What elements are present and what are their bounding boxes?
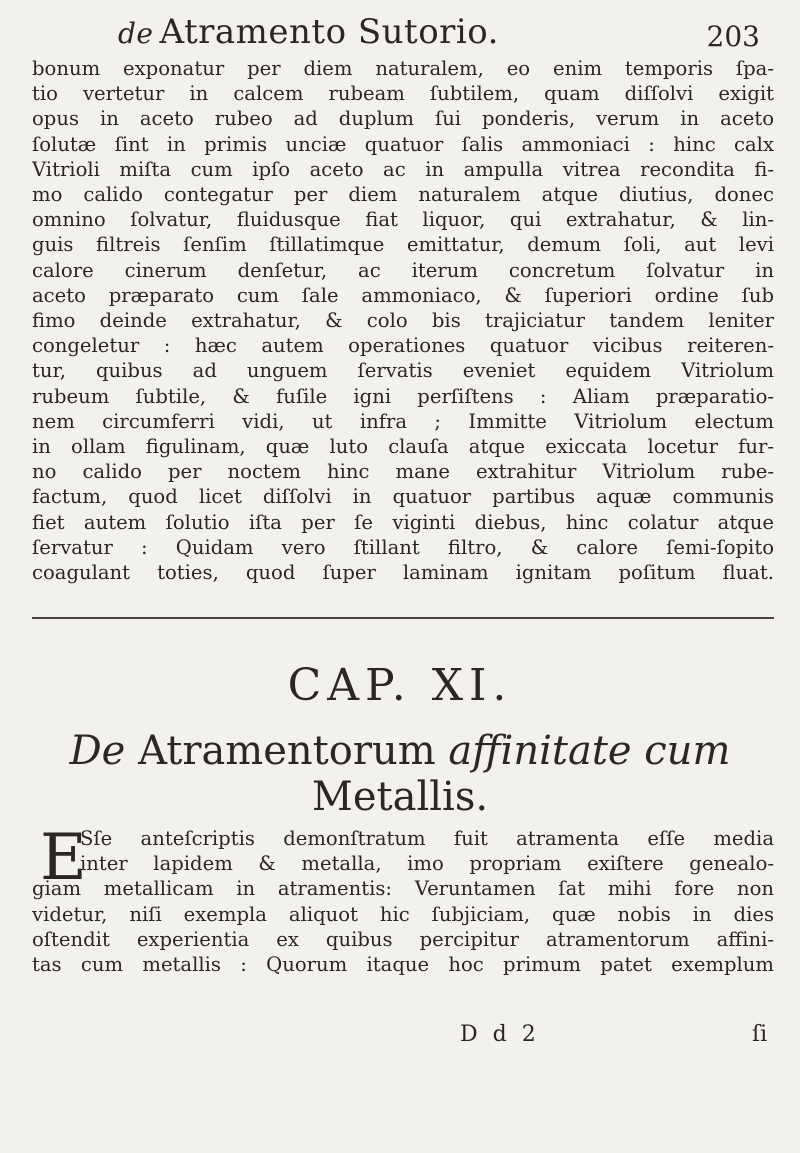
text-line: calore cinerum denſetur, ac iterum concretum ſolvatur in	[32, 258, 774, 282]
text-line: Vitrioli miſta cum ipſo aceto ac in ampulla vitrea recondita fi-	[32, 157, 774, 181]
text-line: tas cum metallis : Quorum itaque hoc primum patet exemplum	[32, 953, 774, 977]
paragraph-continued	[32, 56, 774, 585]
text-line: rubeum ſubtile, & fuſile igni perſiſtens : Aliam præparatio-	[32, 384, 774, 408]
text-line: mo calido contegatur per diem naturalem atque diutius, donec	[32, 183, 774, 207]
text-line: oſtendit experientia ex quibus percipitur atramentorum affini-	[32, 927, 774, 951]
text-line: Sſe anteſcriptis demonſtratum fuit atramenta eſſe media	[80, 827, 774, 850]
text-line: fimo deinde extrahatur, & colo bis trajiciatur tandem leniter	[32, 309, 774, 333]
text-line: giam metallicam in atramentis: Veruntamen ſat mihi fore non	[32, 877, 774, 901]
chapter-number: CAP. XI.	[287, 660, 513, 711]
text-line: ſervatur : Quidam vero ſtillant filtro, & calore ſemi-ſopito	[32, 535, 774, 559]
text-line: nem circumferri vidi, ut infra ; Immitte Vitriolum electum	[32, 409, 774, 433]
text-line: guis filtreis ſenſim ſtillatimque emittatur, demum ſoli, aut levi	[32, 233, 774, 257]
heading-word: Atramentorum	[138, 728, 436, 774]
running-title-text: Atramento Sutorio.	[159, 12, 499, 52]
text-line: coagulant toties, quod ſuper laminam ignitam poſitum fluat.	[32, 561, 774, 585]
text-line: factum, quod licet diſſolvi in quatuor partibus aquæ communis	[32, 485, 774, 509]
running-title-lead: de	[118, 17, 154, 50]
text-line: congeletur : hæc autem operationes quatuor vicibus reiteren-	[32, 334, 774, 358]
text-line: omnino ſolvatur, fluidusque fiat liquor, qui extrahatur, & lin-	[32, 208, 774, 232]
signature-mark: D d 2	[460, 1022, 540, 1047]
text-line: bonum exponatur per diem naturalem, eo enim temporis ſpa-	[32, 57, 774, 80]
text-line: opus in aceto rubeo ad duplum ſui ponderis, verum in aceto	[32, 107, 774, 131]
chapter-heading-line-1	[0, 728, 800, 774]
text-line: videtur, niſi exempla aliquot hic ſubjiciam, quæ nobis in dies	[32, 902, 774, 926]
running-title	[118, 12, 499, 52]
text-line: no calido per noctem hinc mane extrahitur Vitriolum rube-	[32, 460, 774, 484]
chapter-opening	[32, 821, 774, 977]
paragraph-text	[32, 56, 774, 585]
text-line: inter lapidem & metalla, imo propriam exiſtere genealo-	[80, 852, 774, 876]
heading-de: De	[69, 728, 126, 774]
page-number: 203	[706, 20, 760, 53]
text-line: in ollam figulinam, quæ luto clauſa atque exiccata locetur fur-	[32, 435, 774, 459]
heading-italic: affinitate cum	[448, 728, 731, 774]
chapter-heading-line-2: Metallis.	[311, 774, 489, 820]
text-line: tur, quibus ad unguem ſervatis eveniet equidem Vitriolum	[32, 359, 774, 383]
text-line: tio vertetur in calcem rubeam ſubtilem, quam diſſolvi exigit	[32, 82, 774, 106]
text-line: aceto præparato cum ſale ammoniaco, & ſuperiori ordine ſub	[32, 283, 774, 307]
opening-paragraph-text	[32, 821, 774, 977]
catchword: ſi	[752, 1022, 768, 1047]
drop-cap: E	[40, 821, 87, 895]
chapter-heading	[0, 728, 800, 820]
text-line: ſolutæ ſint in primis unciæ quatuor ſalis ammoniaci : hinc calx	[32, 132, 774, 156]
section-divider	[32, 617, 774, 619]
text-line: fiet autem ſolutio iſta per ſe viginti diebus, hinc colatur atque	[32, 510, 774, 534]
